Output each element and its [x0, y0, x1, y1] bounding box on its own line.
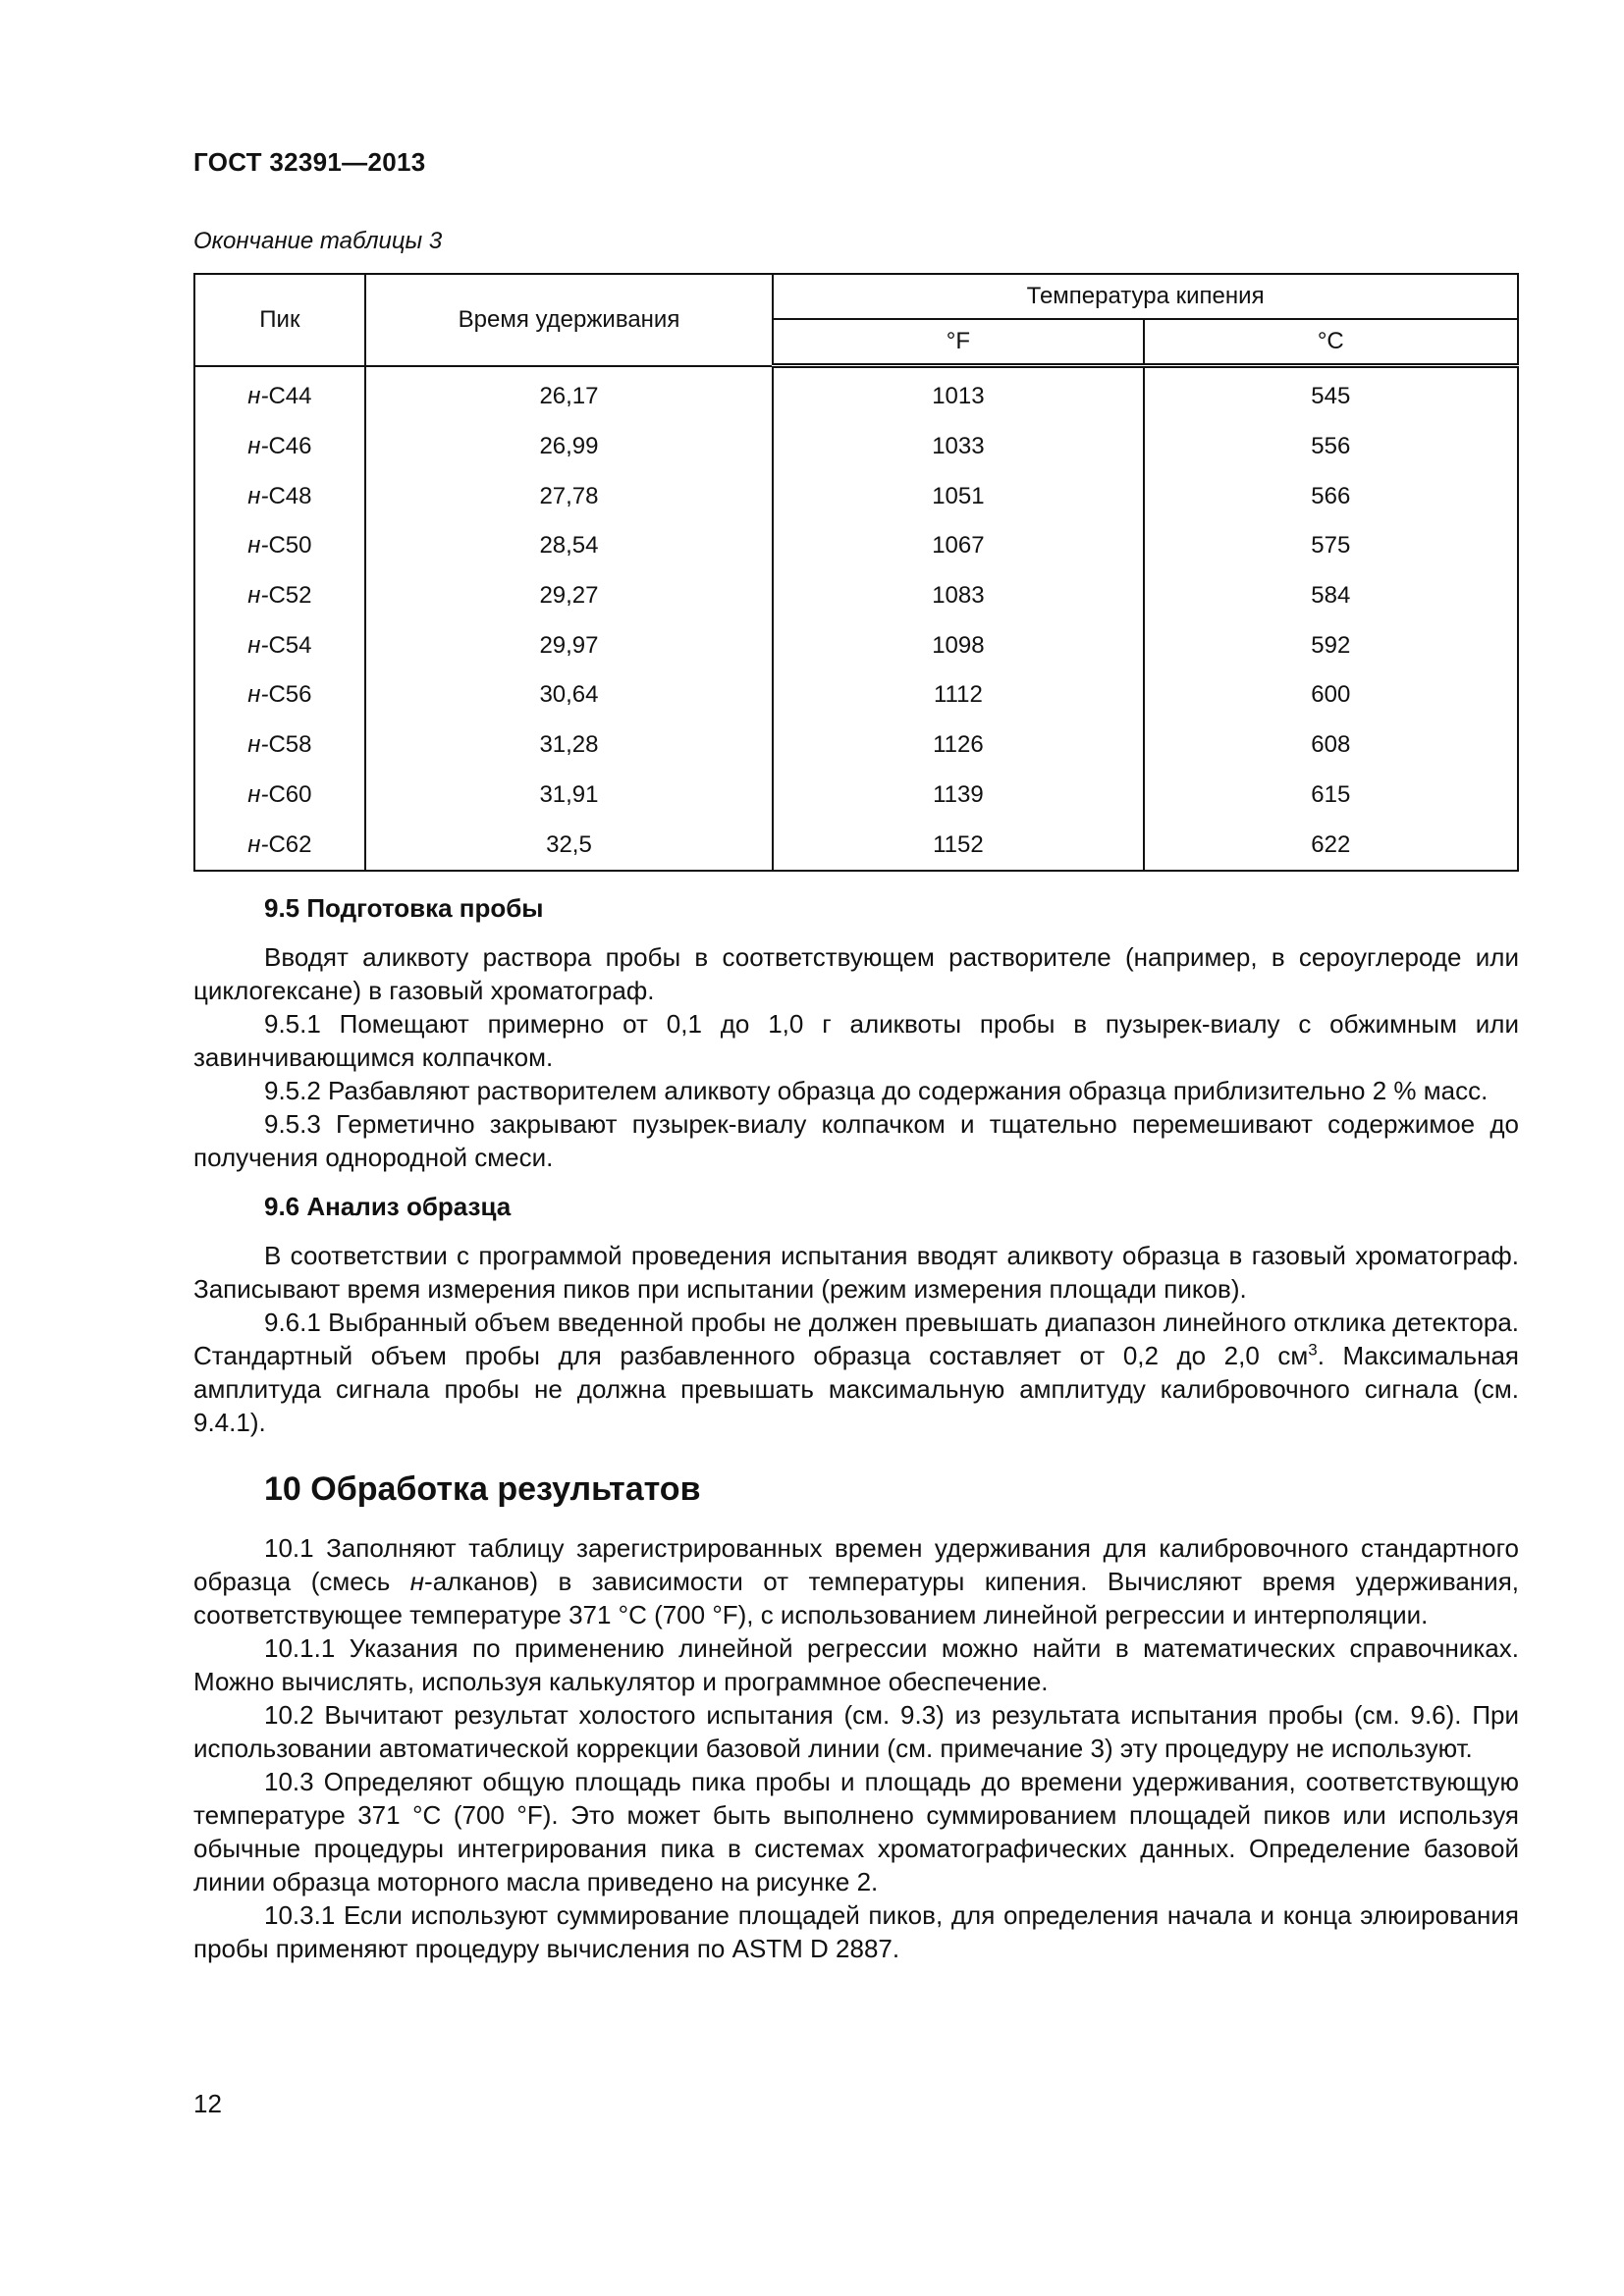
cell-celsius: 622 — [1144, 820, 1518, 871]
paragraph: 10.1.1 Указания по применению линейной регрессии можно найти в математических справочниках. Можно вычислять, используя калькулятор и программное обеспечение. — [193, 1633, 1519, 1696]
cell-peak: н-С54 — [194, 620, 365, 670]
cell-fahrenheit: 1067 — [773, 521, 1143, 571]
cell-fahrenheit: 1126 — [773, 721, 1143, 771]
cell-fahrenheit: 1112 — [773, 670, 1143, 721]
paragraph: 10.3.1 Если используют суммирование площадей пиков, для определения начала и конца элюирования пробы применяют процедуру вычисления по ASTM D 2887. — [193, 1900, 1519, 1963]
paragraph: Вводят аликвоту раствора пробы в соответствующем растворителе (например, в сероуглероде или циклогексане) в газовый хроматограф. — [193, 942, 1519, 1005]
cell-time: 31,28 — [365, 721, 773, 771]
cell-peak: н-С56 — [194, 670, 365, 721]
document-code: ГОСТ 32391—2013 — [193, 147, 426, 177]
cell-celsius: 566 — [1144, 471, 1518, 521]
cell-fahrenheit: 1098 — [773, 620, 1143, 670]
table-row — [194, 670, 1518, 721]
peak-prefix: н- — [247, 681, 269, 709]
cell-time: 30,64 — [365, 670, 773, 721]
table-caption: Окончание таблицы 3 — [193, 228, 443, 254]
cell-celsius: 575 — [1144, 521, 1518, 571]
cell-fahrenheit: 1139 — [773, 771, 1143, 821]
cell-time: 32,5 — [365, 820, 773, 871]
section-heading-9-5: 9.5 Подготовка пробы — [264, 893, 544, 923]
header-celsius: °С — [1144, 319, 1518, 366]
cell-celsius: 600 — [1144, 670, 1518, 721]
table-row — [194, 521, 1518, 571]
cell-peak: н-С48 — [194, 471, 365, 521]
peak-prefix: н- — [247, 382, 269, 409]
table-row — [194, 366, 1518, 422]
cell-peak: н-С50 — [194, 521, 365, 571]
paragraph: 10.1 Заполняют таблицу зарегистрированных времен удерживания для калибровочного стандартного образца (смесь н-алканов) в зависимости от температуры кипения. Вычисляют время удерживания, соответствующее температуре 371 °С (700 °F), с использованием линейной регрессии и интерполяции. — [193, 1533, 1519, 1629]
boiling-point-table — [193, 273, 1519, 872]
peak-prefix: н- — [247, 433, 269, 460]
paragraph: 9.5.1 Помещают примерно от 0,1 до 1,0 г аликвоты пробы в пузырек-виалу с обжимным или завинчивающимся колпачком. — [193, 1009, 1519, 1072]
table-row — [194, 422, 1518, 472]
header-boiling-temp: Температура кипения — [773, 274, 1518, 319]
paragraph: 10.2 Вычитают результат холостого испытания (см. 9.3) из результата испытания пробы (см. 9.6). При использовании автоматической коррекции базовой линии (см. примечание 3) эту процедуру не используют. — [193, 1700, 1519, 1763]
cell-peak: н-С58 — [194, 721, 365, 771]
header-peak: Пик — [194, 274, 365, 366]
header-fahrenheit: °F — [773, 319, 1143, 366]
superscript: 3 — [1308, 1340, 1318, 1360]
cell-peak: н-С60 — [194, 771, 365, 821]
cell-celsius: 608 — [1144, 721, 1518, 771]
cell-peak: н-С62 — [194, 820, 365, 871]
page-number: 12 — [193, 2089, 222, 2118]
paragraph: 9.5.3 Герметично закрывают пузырек-виалу колпачком и тщательно перемешивают содержимое до получения однородной смеси. — [193, 1109, 1519, 1172]
cell-fahrenheit: 1083 — [773, 571, 1143, 621]
cell-time: 26,99 — [365, 422, 773, 472]
cell-celsius: 556 — [1144, 422, 1518, 472]
peak-prefix: н- — [247, 731, 269, 759]
paragraph: 9.5.2 Разбавляют растворителем аликвоту образца до содержания образца приблизительно 2 % масс. — [264, 1076, 1489, 1105]
cell-time: 29,97 — [365, 620, 773, 670]
paragraph: В соответствии с программой проведения испытания вводят аликвоту образца в газовый хроматограф. Записывают время измерения пиков при испытании (режим измерения площади пиков). — [193, 1241, 1519, 1304]
paragraph: 10.3 Определяют общую площадь пика пробы и площадь до времени удерживания, соответствующую температуре 371 °С (700 °F). Это может быть выполнено суммированием площадей пиков или используя обычные процедуры интегрирования пика в системах хроматографических данных. Определение базовой линии образца моторного масла приведено на рисунке 2. — [193, 1767, 1519, 1896]
table-row — [194, 820, 1518, 871]
header-retention-time: Время удерживания — [365, 274, 773, 366]
table-row — [194, 721, 1518, 771]
cell-fahrenheit: 1013 — [773, 366, 1143, 422]
cell-fahrenheit: 1152 — [773, 820, 1143, 871]
cell-celsius: 592 — [1144, 620, 1518, 670]
section-heading-10: 10 Обработка результатов — [264, 1470, 701, 1508]
cell-time: 28,54 — [365, 521, 773, 571]
peak-prefix: н- — [247, 582, 269, 610]
cell-peak: н-С52 — [194, 571, 365, 621]
table-row — [194, 471, 1518, 521]
section-heading-9-6: 9.6 Анализ образца — [264, 1192, 512, 1221]
cell-time: 26,17 — [365, 366, 773, 422]
cell-fahrenheit: 1051 — [773, 471, 1143, 521]
peak-prefix: н- — [247, 631, 269, 659]
cell-time: 27,78 — [365, 471, 773, 521]
peak-prefix: н- — [247, 830, 269, 858]
paragraph: 9.6.1 Выбранный объем введенной пробы не должен превышать диапазон линейного отклика детектора. Стандартный объем пробы для разбавленного образца составляет от 0,2 до 2,0 $см^3$. Максимальная амплитуда сигнала пробы не должна превышать максимальную амплитуду калибровочного сигнала (см. 9.4.1). — [193, 1308, 1519, 1437]
cell-peak: н-С46 — [194, 422, 365, 472]
cell-peak: н-С44 — [194, 366, 365, 422]
main-text — [193, 891, 1519, 1965]
table-row — [194, 571, 1518, 621]
cell-celsius: 615 — [1144, 771, 1518, 821]
cell-fahrenheit: 1033 — [773, 422, 1143, 472]
peak-prefix: н- — [247, 532, 269, 560]
peak-prefix: н- — [247, 482, 269, 509]
cell-celsius: 584 — [1144, 571, 1518, 621]
peak-prefix: н- — [247, 780, 269, 808]
cell-time: 29,27 — [365, 571, 773, 621]
table-row — [194, 771, 1518, 821]
cell-celsius: 545 — [1144, 366, 1518, 422]
table-row — [194, 620, 1518, 670]
cell-time: 31,91 — [365, 771, 773, 821]
